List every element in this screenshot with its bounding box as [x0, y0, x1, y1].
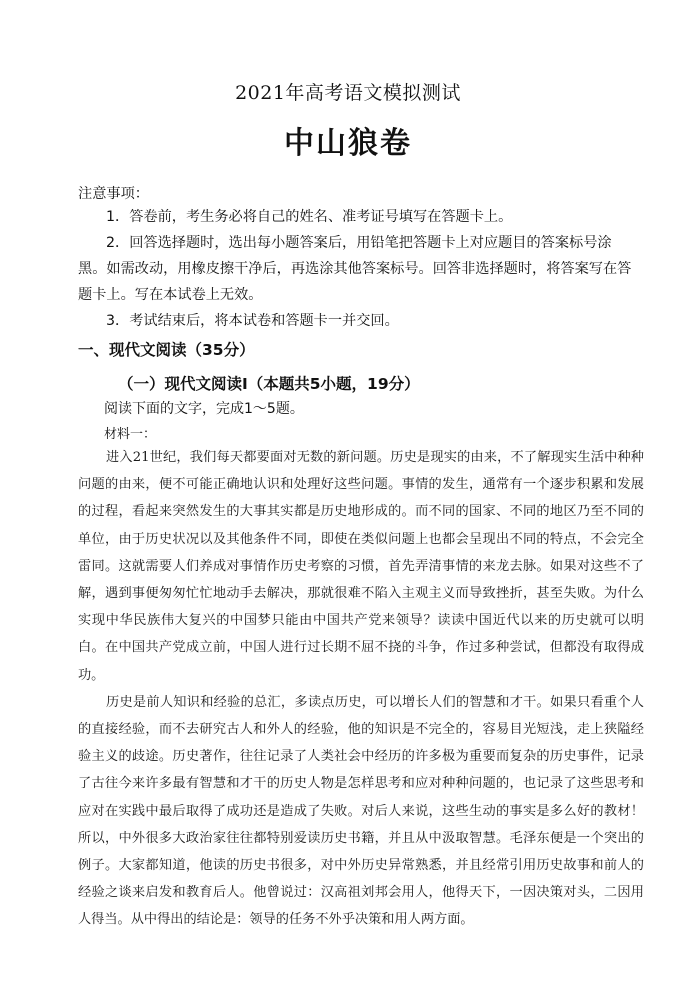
notice-list	[78, 204, 638, 334]
section-heading: 一、现代文阅读（35分）	[78, 341, 255, 359]
notice-item-1: 1．答卷前，考生务必将自己的姓名、准考证号填写在答题卡上。	[106, 209, 513, 225]
article-body	[78, 444, 644, 934]
notice-item-2: 2．回答选择题时，选出每小题答案后，用铅笔把答题卡上对应题目的答案标号涂黑。如需改动，用橡皮擦干净后，再选涂其他答案标号。回答非选择题时，将答案写在答题卡上。写在本试卷上无效。	[78, 235, 632, 303]
article-paragraph-2: 历史是前人知识和经验的总汇，多读点历史，可以增长人们的智慧和才干。如果只看重个人的直接经验，而不去研究古人和外人的经验，他的知识是不完全的，容易目光短浅，走上狭隘经验主义的歧途。历史著作，往往记录了人类社会中经历的许多极为重要而复杂的历史事件，记录了古往今来许多最有智慧和才干的历史人物是怎样思考和应对种种问题的，也记录了这些思考和应对在实践中最后取得了成功还是造成了失败。对后人来说，这些生动的事实是多么好的教材！所以，中外很多大政治家往往都特别爱读历史书籍，并且从中汲取智慧。毛泽东便是一个突出的例子。大家都知道，他读的历史书很多，对中外历史异常熟悉，并且经常引用历史故事和前人的经验之谈来启发和教育后人。他曾说过：汉高祖刘邦会用人，他得天下，一因决策对头，二因用人得当。从中得出的结论是：领导的任务不外乎决策和用人两方面。	[78, 694, 644, 928]
subsection-heading: （一）现代文阅读Ⅰ（本题共5小题，19分）	[118, 375, 420, 393]
reading-instruction: 阅读下面的文字，完成1～5题。	[104, 401, 304, 417]
notice-item-3: 3．考试结束后，将本试卷和答题卡一并交回。	[106, 313, 399, 329]
notice-heading: 注意事项：	[78, 186, 149, 202]
exam-title: 中山狼卷	[284, 126, 412, 161]
article-paragraph-1: 进入21世纪，我们每天都要面对无数的新问题。历史是现实的由来，不了解现实生活中种种问题的由来，便不可能正确地认识和处理好这些问题。事情的发生，通常有一个逐步积累和发展的过程，看起来突然发生的大事其实都是历史地形成的。而不同的国家、不同的地区乃至不同的单位，由于历史状况以及其他条件不同，即使在类似问题上也都会呈现出不同的特点，不会完全雷同。这就需要人们养成对事情作历史考察的习惯，首先弄清事情的来龙去脉。如果对这些不了解，遇到事便匆匆忙忙地动手去解决，那就很难不陷入主观主义而导致挫折，甚至失败。为什么实现中华民族伟大复兴的中国梦只能由中国共产党来领导？读读中国近代以来的历史就可以明白。在中国共产党成立前，中国人进行过长期不屈不挠的斗争，作过多种尝试，但都没有取得成功。	[78, 450, 644, 683]
material-label: 材料一：	[104, 427, 157, 442]
exam-subtitle: 2021年高考语文模拟测试	[235, 82, 461, 104]
